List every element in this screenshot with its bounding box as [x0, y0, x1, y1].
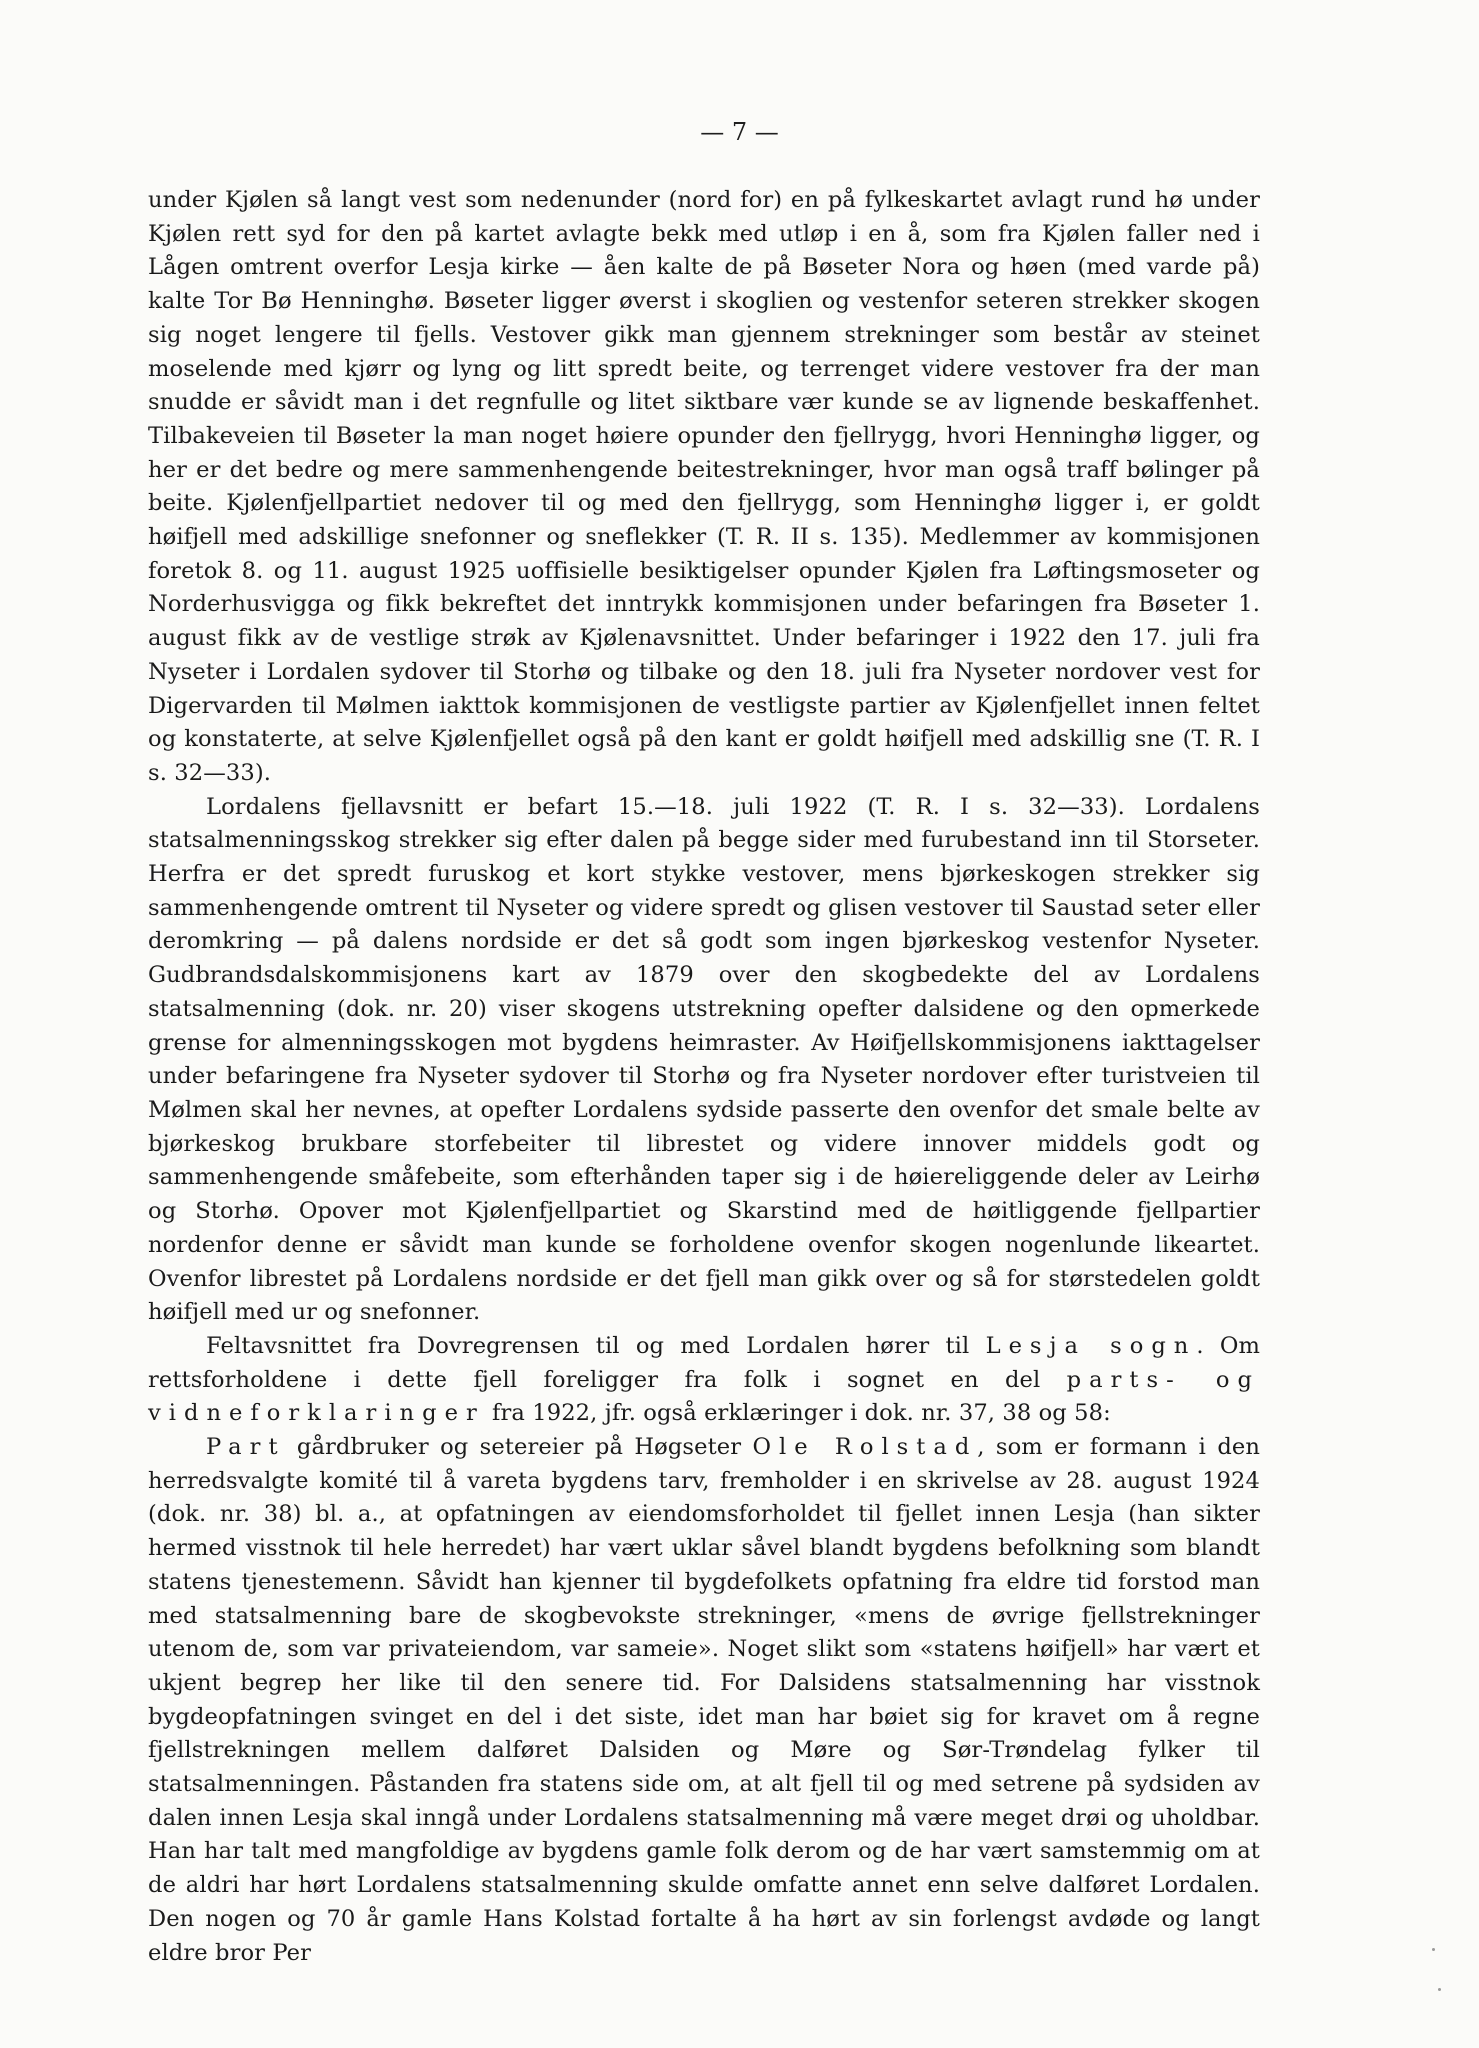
paragraph-2: Lordalens fjellavsnitt er befart 15.—18. juli 1922 (T. R. I s. 32—33). Lordalens statsalmenningsskog strekker sig efter dalen på begge sider med furubestand inn til Storseter. Herfra er det spredt furuskog et kort stykke vestover, mens bjørkeskogen strekker sig sammenhengende omtrent til Nyseter og videre spredt og glisen vestover til Saustad seter eller deromkring — på dalens nordside er det så godt som ingen bjørkeskog vestenfor Nyseter. Gudbrandsdalskommisjonens kart av 1879 over den skogbedekte del av Lordalens statsalmenning (dok. nr. 20) viser skogens utstrekning opefter dalsidene og den opmerkede grense for almenningsskogen mot bygdens heimraster. Av Høifjellskommisjonens iakttagelser under befaringene fra Nyseter sydover til Storhø og fra Nyseter nordover efter turistveien til Mølmen skal her nevnes, at opefter Lordalens sydside passerte den ovenfor det smale belte av bjørkeskog brukbare storfebeiter til librestet og videre innover middels godt og sammenhengende småfebeite, som efterhånden taper sig i de høiereliggende deler av Leirhø og Storhø. Opover mot Kjølenfjellpartiet og Skarstind med de høitliggende fjellpartier nordenfor denne er såvidt man kunde se forholdene ovenfor skogen nogenlunde likeartet. Ovenfor librestet på Lordalens nordside er det fjell man gikk over og så for størstedelen goldt høifjell med ur og snefonner. [148, 793, 1260, 1326]
body-text [148, 184, 1260, 1970]
scan-speck [1432, 1948, 1435, 1951]
paragraph-4 [148, 1431, 1260, 1970]
paragraph-4-text-after: , som er formann i den herredsvalgte komité til å vareta bygdens tarv, fremholder i en skrivelse av 28. august 1924 (dok. nr. 38) bl. a., at opfatningen av eiendomsforholdet til fjellet innen Lesja (han sikter hermed visstnok til hele herredet) har vært uklar såvel blandt bygdens befolkning som blandt statens tjenestemenn. Såvidt han kjenner til bygdefolkets opfatning fra eldre tid forstod man med statsalmenning bare de skogbevokste strekninger, «mens de øvrige fjellstrekninger utenom de, som var privateiendom, var sameie». Noget slikt som «statens høifjell» har vært et ukjent begrep her like til den senere tid. For Dalsidens statsalmenning har visstnok bygdeopfatningen svinget en del i det siste, idet man har bøiet sig for kravet om å regne fjellstrekningen mellem dalføret Dalsiden og Møre og Sør-Trøndelag fylker til statsalmenningen. Påstanden fra statens side om, at alt fjell til og med setrene på sydsiden av dalen innen Lesja skal inngå under Lordalens statsalmenning må være meget drøi og uholdbar. Han har talt med mangfoldige av bygdens gamle folk derom og de har vært samstemmig om at de aldri har hørt Lordalens statsalmenning skulde omfatte annet enn selve dalføret Lordalen. Den nogen og 70 år gamle Hans Kolstad fortalte å ha hørt av sin forlengst avdøde og langt eldre bror Per [148, 1434, 1261, 1966]
paragraph-3-text-middle: . Om rettsforholdene i dette fjell foreligger fra folk i sognet en del [148, 1332, 1261, 1393]
paragraph-1: under Kjølen så langt vest som nedenunder (nord for) en på fylkeskartet avlagt rund hø under Kjølen rett syd for den på kartet avlagte bekk med utløp i en å, som fra Kjølen faller ned i Lågen omtrent overfor Lesja kirke — åen kalte de på Bøseter Nora og høen (med varde på) kalte Tor Bø Henninghø. Bøseter ligger øverst i skoglien og vestenfor seteren strekker skogen sig noget lengere til fjells. Vestover gikk man gjennem strekninger som består av steinet moselende med kjørr og lyng og litt spredt beite, og terrenget videre vestover fra der man snudde er såvidt man i det regnfulle og litet siktbare vær kunde se av lignende beskaffenhet. Tilbakeveien til Bøseter la man noget høiere opunder den fjellrygg, hvori Henninghø ligger, og her er det bedre og mere sammenhengende beitestrekninger, hvor man også traff bølinger på beite. Kjølenfjellpartiet nedover til og med den fjellrygg, som Henninghø ligger i, er goldt høifjell med adskillige snefonner og sneflekker (T. R. II s. 135). Medlemmer av kommisjonen foretok 8. og 11. august 1925 uoffisielle besiktigelser opunder Kjølen fra Løftingsmoseter og Norderhusvigga og fikk bekreftet det inntrykk kommisjonen under befaringen fra Bøseter 1. august fikk av de vestlige strøk av Kjølenavsnittet. Under befaringer i 1922 den 17. juli fra Nyseter i Lordalen sydover til Storhø og tilbake og den 18. juli fra Nyseter nordover vest for Digervarden til Mølmen iakttok kommisjonen de vestligste partier av Kjølenfjellet innen feltet og konstaterte, at selve Kjølenfjellet også på den kant er goldt høifjell med adskillig sne (T. R. I s. 32—33). [148, 187, 1260, 786]
spaced-term-lesja-sogn: Lesja sogn [985, 1332, 1197, 1359]
paragraph-4-text-middle: gårdbruker og setereier på Høgseter [285, 1434, 753, 1461]
scan-speck [1438, 1988, 1441, 1991]
paragraph-3-text-after: fra 1922, jfr. også erklæringer i dok. nr. 37, 38 og 58: [484, 1400, 1111, 1427]
paragraph-3-text-before: Feltavsnittet fra Dovregrensen til og med Lordalen hører til [206, 1332, 986, 1359]
page-number: — 7 — [700, 118, 779, 146]
spaced-term-part: Part [206, 1434, 286, 1461]
paragraph-3 [148, 1330, 1260, 1431]
spaced-term-ole-rolstad: Ole Rolstad [752, 1434, 978, 1461]
spaced-term-forklaringer: parts- og vidneforklaringer [148, 1366, 1260, 1427]
